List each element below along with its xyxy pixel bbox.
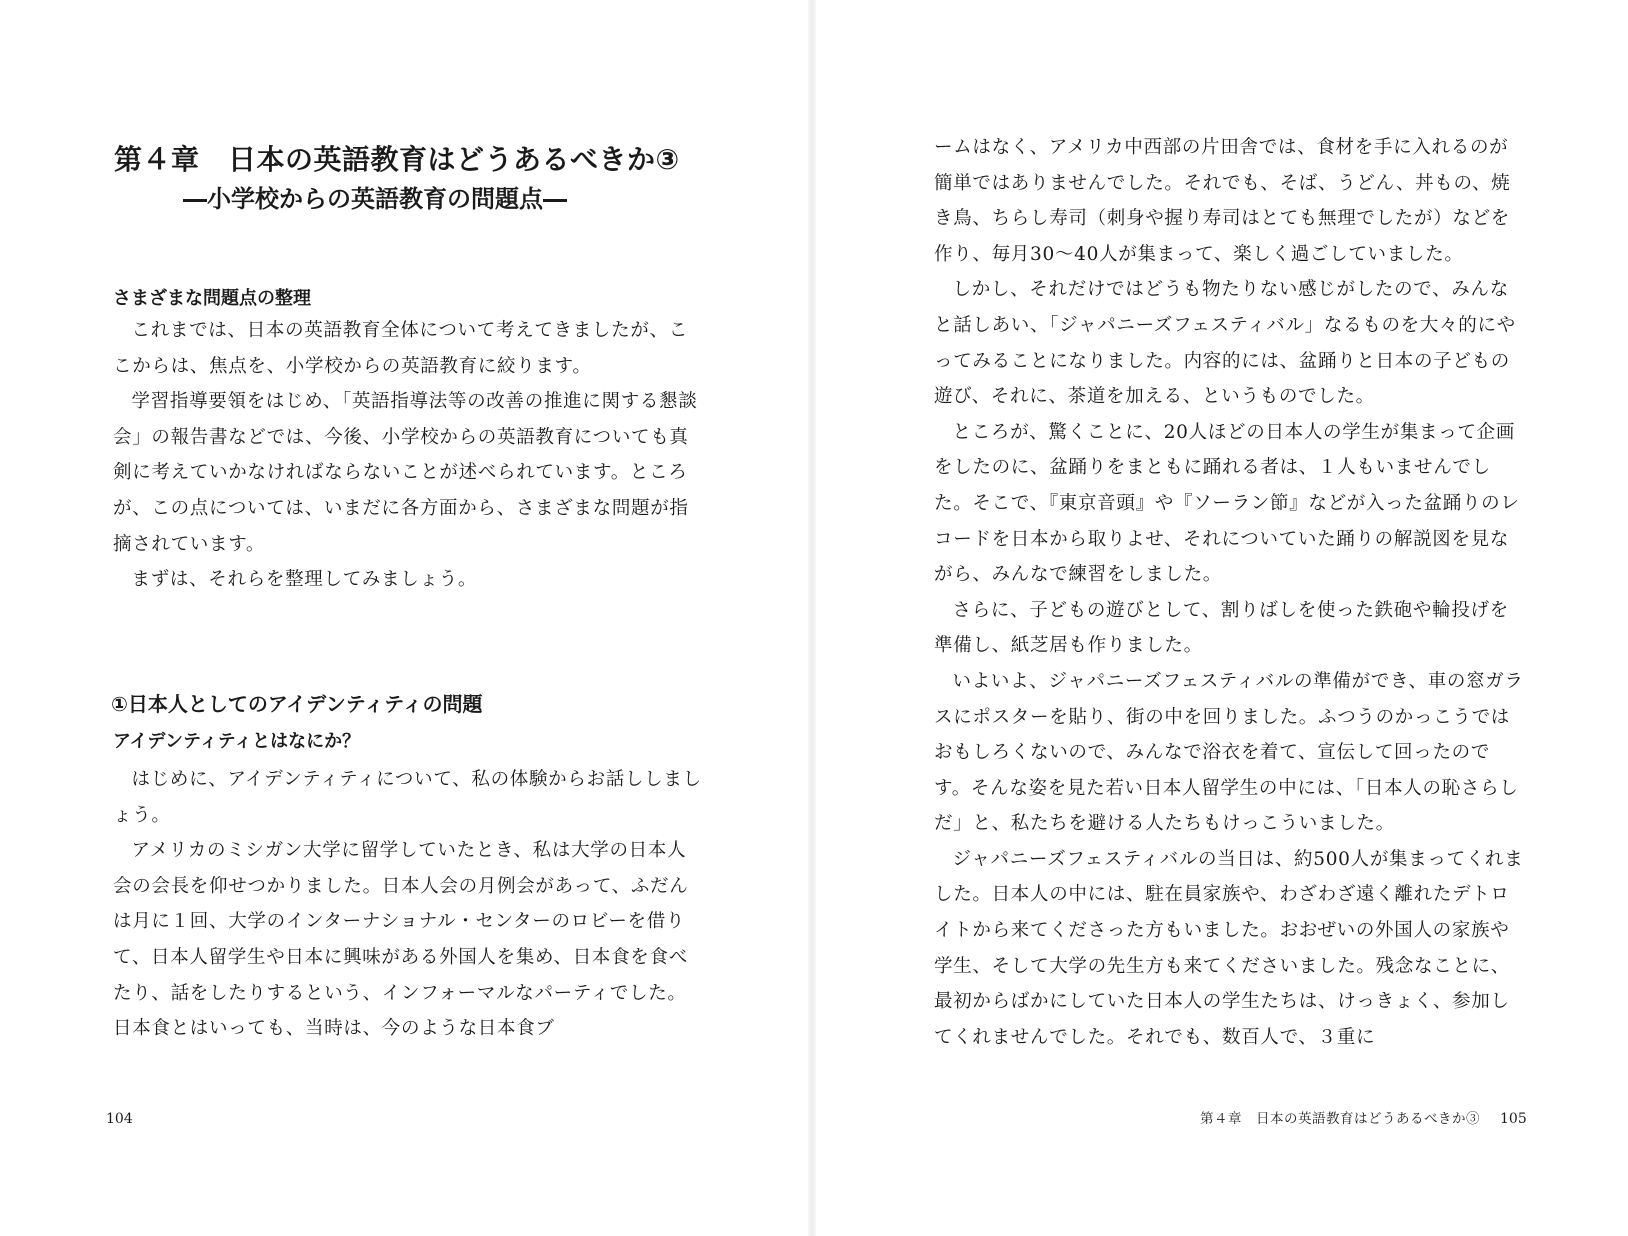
section-body — [113, 313, 703, 598]
paragraph: 学習指導要領をはじめ、「英語指導法等の改善の推進に関する懇談会」の報告書などでは、今後、小学校からの英語教育についても真剣に考えていかなければならないことが述べられています。ところが、この点については、いまだに各方面から、さまざまな問題が指摘されています。 — [113, 391, 698, 555]
paragraph: ところが、驚くことに、20人ほどの日本人の学生が集まって企画をしたのに、盆踊りをまともに踊れる者は、１人もいませんでした。そこで、『東京音頭』や『ソーラン節』などが入った盆踊りのレコードを日本から取りよせ、それについていた踊りの解説図を見ながら、みんなで練習をしました。 — [934, 421, 1520, 586]
paragraph: はじめに、アイデンティティについて、私の体験からお話ししましょう。 — [113, 769, 702, 826]
subsection-body — [113, 762, 703, 1047]
chapter-subtitle: ―小学校からの英語教育の問題点― — [183, 185, 567, 213]
paragraph: アメリカのミシガン大学に留学していたとき、私は大学の日本人会の会長を仰せつかりました。日本人会の月例会があって、ふだんは月に１回、大学のインターナショナル・センターのロビーを借りて、日本人留学生や日本に興味がある外国人を集め、日本食を食べたり、話をしたりするという、インフォーマルなパーティでした。日本食とはいっても、当時は、今のような日本食ブ — [113, 840, 689, 1040]
subsection-heading: ①日本人としてのアイデンティティの問題 — [111, 692, 483, 716]
page-number-right: 105 — [1500, 1111, 1527, 1127]
running-head: 第４章 日本の英語教育はどうあるべきか③ — [1200, 1111, 1480, 1127]
left-page — [0, 0, 812, 1236]
paragraph: まずは、それらを整理してみましょう。 — [131, 569, 478, 591]
paragraph: しかし、それだけではどうも物たりない感じがしたので、みんなと話しあい、「ジャパニーズフェスティバル」なるものを大々的にやってみることになりました。内容的には、盆踊りと日本の子どもの遊び、それに、茶道を加える、というものでした。 — [934, 279, 1516, 408]
section-heading: さまざまな問題点の整理 — [113, 288, 311, 309]
paragraph: さらに、子どもの遊びとして、割りばしを使った鉄砲や輪投げを準備し、紙芝居も作りました。 — [934, 599, 1509, 657]
page-number-left: 104 — [106, 1111, 133, 1127]
paragraph: ームはなく、アメリカ中西部の片田舎では、食材を手に入れるのが簡単ではありませんでした。それでも、そば、うどん、丼もの、焼き鳥、ちらし寿司（刺身や握り寿司はとても無理でしたが）などを作り、毎月30～40人が集まって、楽しく過ごしていました。 — [934, 137, 1511, 265]
paragraph: ジャパニーズフェスティバルの当日は、約500人が集まってくれました。日本人の中には、駐在員家族や、わざわざ遠く離れたデトロイトから来てくださった方もいました。おおぜいの外国人の家族や学生、そして大学の先生方も来てくださいました。残念なことに、最初からばかにしていた日本人の学生たちは、けっきょく、参加してくれませんでした。それでも、数百人で、３重に — [934, 848, 1524, 1048]
paragraph: いよいよ、ジャパニーズフェスティバルの準備ができ、車の窓ガラスにポスターを貼り、街の中を回りました。ふつうのかっこうではおもしろくないので、みんなで浴衣を着て、宣伝して回ったのです。そんな姿を見た若い日本人留学生の中には、「日本人の恥さらしだ」と、私たちを避ける人たちもけっこういました。 — [934, 670, 1524, 835]
chapter-title: 第４章 日本の英語教育はどうあるべきか③ — [114, 143, 680, 176]
right-page — [812, 0, 1628, 1236]
right-body — [934, 130, 1524, 1055]
subsubsection-heading: アイデンティティとはなにか？ — [113, 731, 361, 752]
paragraph: これまでは、日本の英語教育全体について考えてきましたが、ここからは、焦点を、小学校からの英語教育に絞ります。 — [113, 320, 688, 377]
